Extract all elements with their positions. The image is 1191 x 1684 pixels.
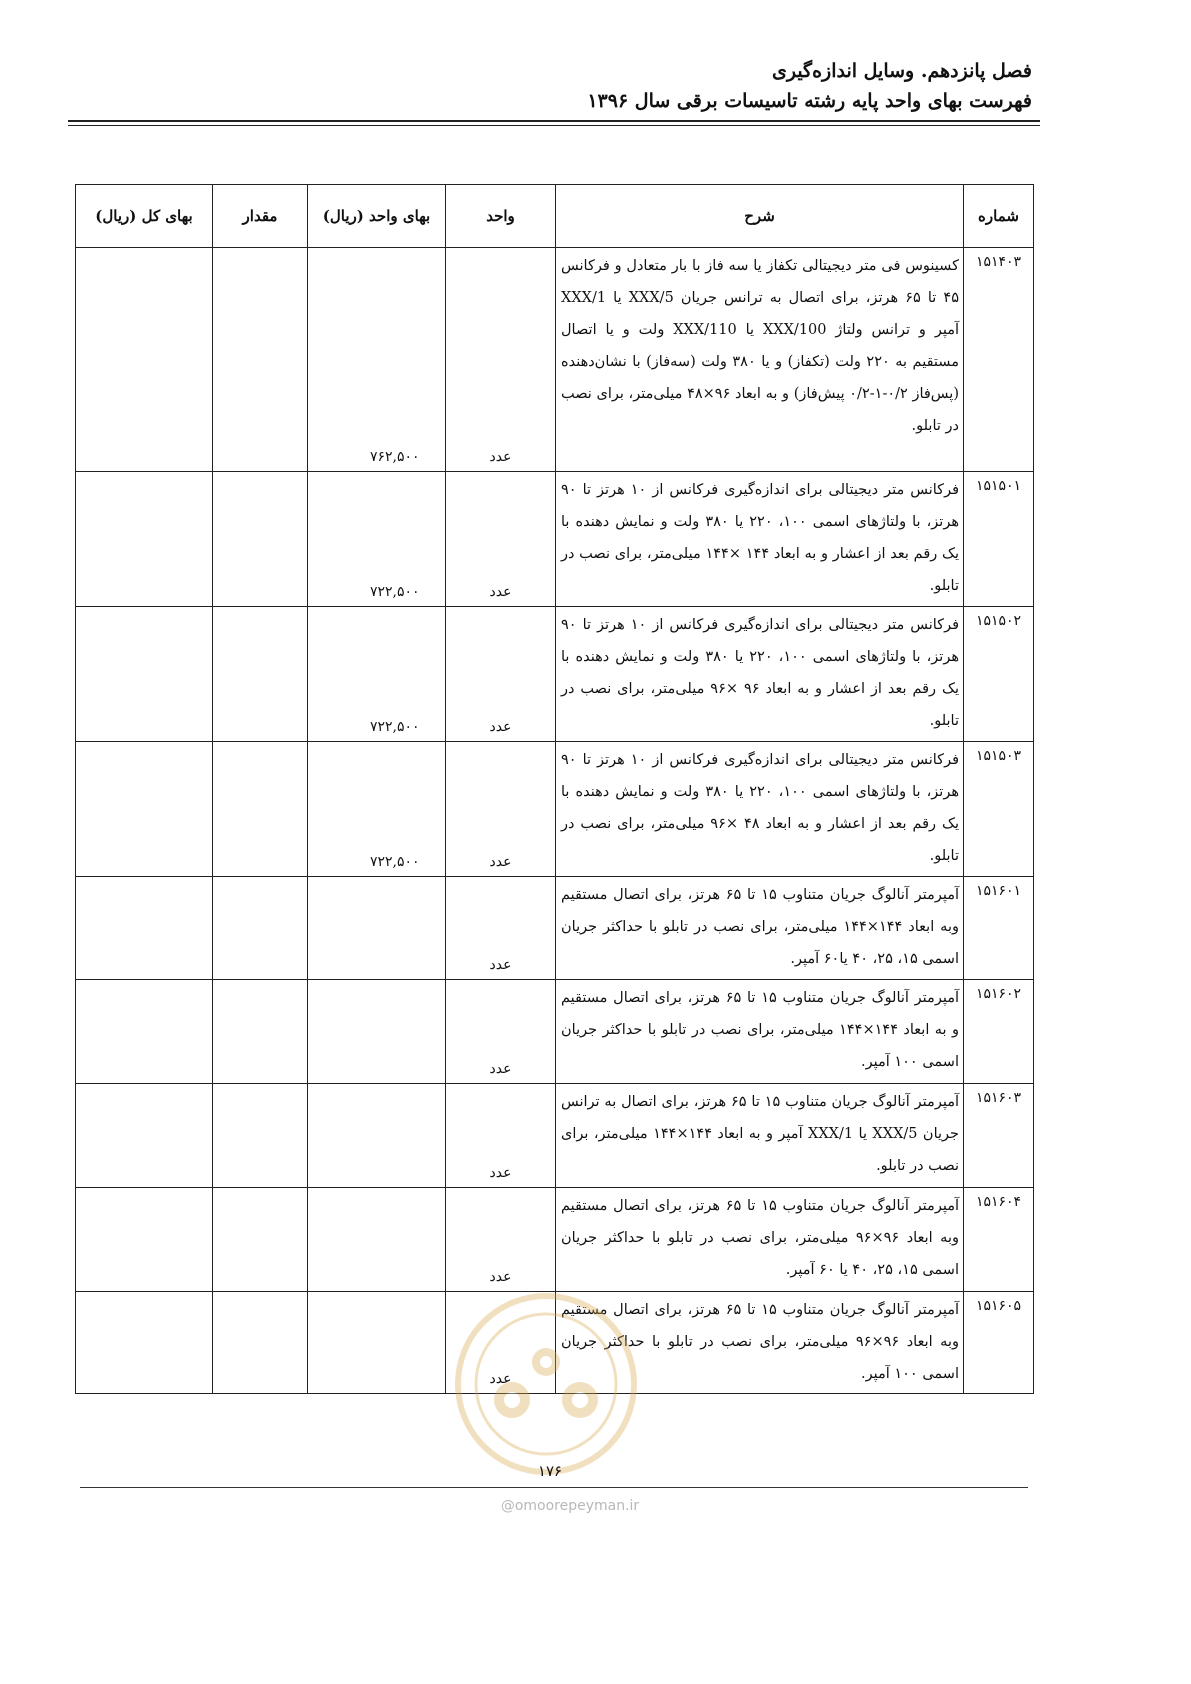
col-header-quantity: مقدار: [213, 185, 308, 248]
table-row: [76, 980, 1034, 1084]
row-number: ۱۵۱۶۰۲: [964, 980, 1034, 1084]
row-description: فرکانس متر دیجیتالی برای اندازه‌گیری فرکانس از ۱۰ هرتز تا ۹۰ هرتز، با ولتاژهای اسمی ۱۰۰، ۲۲۰ یا ۳۸۰ ولت و نمایش دهنده با یک رقم بعد از اعشار و به ابعاد ۴۸ ×۹۶ میلی‌متر، برای نصب در تابلو.: [556, 742, 964, 877]
row-total-price: [76, 248, 213, 472]
row-total-price: [76, 980, 213, 1084]
row-unit: عدد: [446, 877, 556, 980]
page-number: ۱۷۶: [537, 1462, 563, 1480]
row-description: فرکانس متر دیجیتالی برای اندازه‌گیری فرکانس از ۱۰ هرتز تا ۹۰ هرتز، با ولتاژهای اسمی ۱۰۰، ۲۲۰ یا ۳۸۰ ولت و نمایش دهنده با یک رقم بعد از اعشار و به ابعاد ۹۶ ×۹۶ میلی‌متر، برای نصب در تابلو.: [556, 607, 964, 742]
row-total-price: [76, 1188, 213, 1292]
row-total-price: [76, 877, 213, 980]
col-header-total-price: بهای کل (ریال): [76, 185, 213, 248]
col-header-number: شماره: [964, 185, 1034, 248]
row-description: آمپرمتر آنالوگ جریان متناوب ۱۵ تا ۶۵ هرتز، برای اتصال مستقیم وبه ابعاد ۱۴۴×۱۴۴ میلی‌متر، برای نصب در تابلو با حداکثر جریان اسمی ۱۵، ۲۵، ۴۰ یا۶۰ آمپر.: [556, 877, 964, 980]
row-quantity: [213, 248, 308, 472]
table-header-row: [76, 185, 1034, 248]
row-quantity: [213, 1188, 308, 1292]
row-unit-price: ۷۲۲,۵۰۰: [308, 607, 446, 742]
row-unit-price: [308, 877, 446, 980]
row-number: ۱۵۱۵۰۱: [964, 472, 1034, 607]
row-unit-price: ۷۶۲,۵۰۰: [308, 248, 446, 472]
row-unit-price: [308, 980, 446, 1084]
col-header-unit-price: بهای واحد (ریال): [308, 185, 446, 248]
row-description: فرکانس متر دیجیتالی برای اندازه‌گیری فرکانس از ۱۰ هرتز تا ۹۰ هرتز، با ولتاژهای اسمی ۱۰۰، ۲۲۰ یا ۳۸۰ ولت و نمایش دهنده با یک رقم بعد از اعشار و به ابعاد ۱۴۴ ×۱۴۴ میلی‌متر، برای نصب در تابلو.: [556, 472, 964, 607]
page-header: [72, 56, 1032, 116]
row-unit: عدد: [446, 742, 556, 877]
price-table: [75, 184, 1034, 1394]
row-quantity: [213, 877, 308, 980]
row-quantity: [213, 980, 308, 1084]
row-total-price: [76, 472, 213, 607]
col-header-description: شرح: [556, 185, 964, 248]
row-number: ۱۵۱۴۰۳: [964, 248, 1034, 472]
table-row: [76, 877, 1034, 980]
table-row: [76, 248, 1034, 472]
watermark-site: @omoorepeyman.ir: [500, 1498, 640, 1514]
document-subtitle: فهرست بهای واحد پایه رشته تاسیسات برقی سال ۱۳۹۶: [587, 90, 1032, 112]
row-unit: عدد: [446, 248, 556, 472]
row-unit: عدد: [446, 1084, 556, 1188]
row-total-price: [76, 742, 213, 877]
row-total-price: [76, 1084, 213, 1188]
row-number: ۱۵۱۵۰۳: [964, 742, 1034, 877]
table-row: [76, 1084, 1034, 1188]
row-description: آمپرمتر آنالوگ جریان متناوب ۱۵ تا ۶۵ هرتز، برای اتصال به ترانس جریان XXX/5 یا XXX/1 آمپر و به ابعاد ۱۴۴×۱۴۴ میلی‌متر، برای نصب در تابلو.: [556, 1084, 964, 1188]
row-number: ۱۵۱۶۰۴: [964, 1188, 1034, 1292]
row-description: آمپرمتر آنالوگ جریان متناوب ۱۵ تا ۶۵ هرتز، برای اتصال مستقیم وبه ابعاد ۹۶×۹۶ میلی‌متر، برای نصب در تابلو با حداکثر جریان اسمی ۱۰۰ آمپر.: [556, 1292, 964, 1394]
row-number: ۱۵۱۵۰۲: [964, 607, 1034, 742]
row-description: کسینوس فی متر دیجیتالی تکفاز یا سه فاز با بار متعادل و فرکانس ۴۵ تا ۶۵ هرتز، برای اتصال به ترانس جریان XXX/5 یا XXX/1 آمپر و ترانس ولتاژ XXX/100 یا XXX/110 ولت و یا اتصال مستقیم به ۲۲۰ ولت (تکفاز) و یا ۳۸۰ ولت (سه‌فاز) با نشان‌دهنده (پس‌فاز ۰/۲-۱-۰/۲ پیش‌فاز) و به ابعاد ۹۶×۴۸ میلی‌متر، برای نصب در تابلو.: [556, 248, 964, 472]
row-description: آمپرمتر آنالوگ جریان متناوب ۱۵ تا ۶۵ هرتز، برای اتصال مستقیم وبه ابعاد ۹۶×۹۶ میلی‌متر، برای نصب در تابلو با حداکثر جریان اسمی ۱۵، ۲۵، ۴۰ یا ۶۰ آمپر.: [556, 1188, 964, 1292]
table-row: [76, 742, 1034, 877]
row-unit: عدد: [446, 1292, 556, 1394]
table-row: [76, 472, 1034, 607]
row-unit-price: ۷۲۲,۵۰۰: [308, 472, 446, 607]
row-description: آمپرمتر آنالوگ جریان متناوب ۱۵ تا ۶۵ هرتز، برای اتصال مستقیم و به ابعاد ۱۴۴×۱۴۴ میلی‌متر، برای نصب در تابلو با حداکثر جریان اسمی ۱۰۰ آمپر.: [556, 980, 964, 1084]
header-rule-thin: [68, 125, 1040, 126]
header-rule-thick: [68, 120, 1040, 122]
table-row: [76, 607, 1034, 742]
footer-rule: [80, 1487, 1028, 1488]
row-unit: عدد: [446, 980, 556, 1084]
row-quantity: [213, 607, 308, 742]
chapter-title: فصل پانزدهم. وسایل اندازه‌گیری: [771, 60, 1032, 82]
row-unit-price: [308, 1084, 446, 1188]
row-number: ۱۵۱۶۰۵: [964, 1292, 1034, 1394]
row-number: ۱۵۱۶۰۱: [964, 877, 1034, 980]
row-quantity: [213, 742, 308, 877]
row-quantity: [213, 472, 308, 607]
row-unit-price: ۷۲۲,۵۰۰: [308, 742, 446, 877]
row-unit: عدد: [446, 1188, 556, 1292]
row-total-price: [76, 1292, 213, 1394]
seal-emblem-icon: [452, 1290, 640, 1478]
row-unit-price: [308, 1188, 446, 1292]
row-number: ۱۵۱۶۰۳: [964, 1084, 1034, 1188]
row-quantity: [213, 1292, 308, 1394]
row-unit: عدد: [446, 472, 556, 607]
row-quantity: [213, 1084, 308, 1188]
col-header-unit: واحد: [446, 185, 556, 248]
row-total-price: [76, 607, 213, 742]
row-unit: عدد: [446, 607, 556, 742]
table-row: [76, 1188, 1034, 1292]
row-unit-price: [308, 1292, 446, 1394]
